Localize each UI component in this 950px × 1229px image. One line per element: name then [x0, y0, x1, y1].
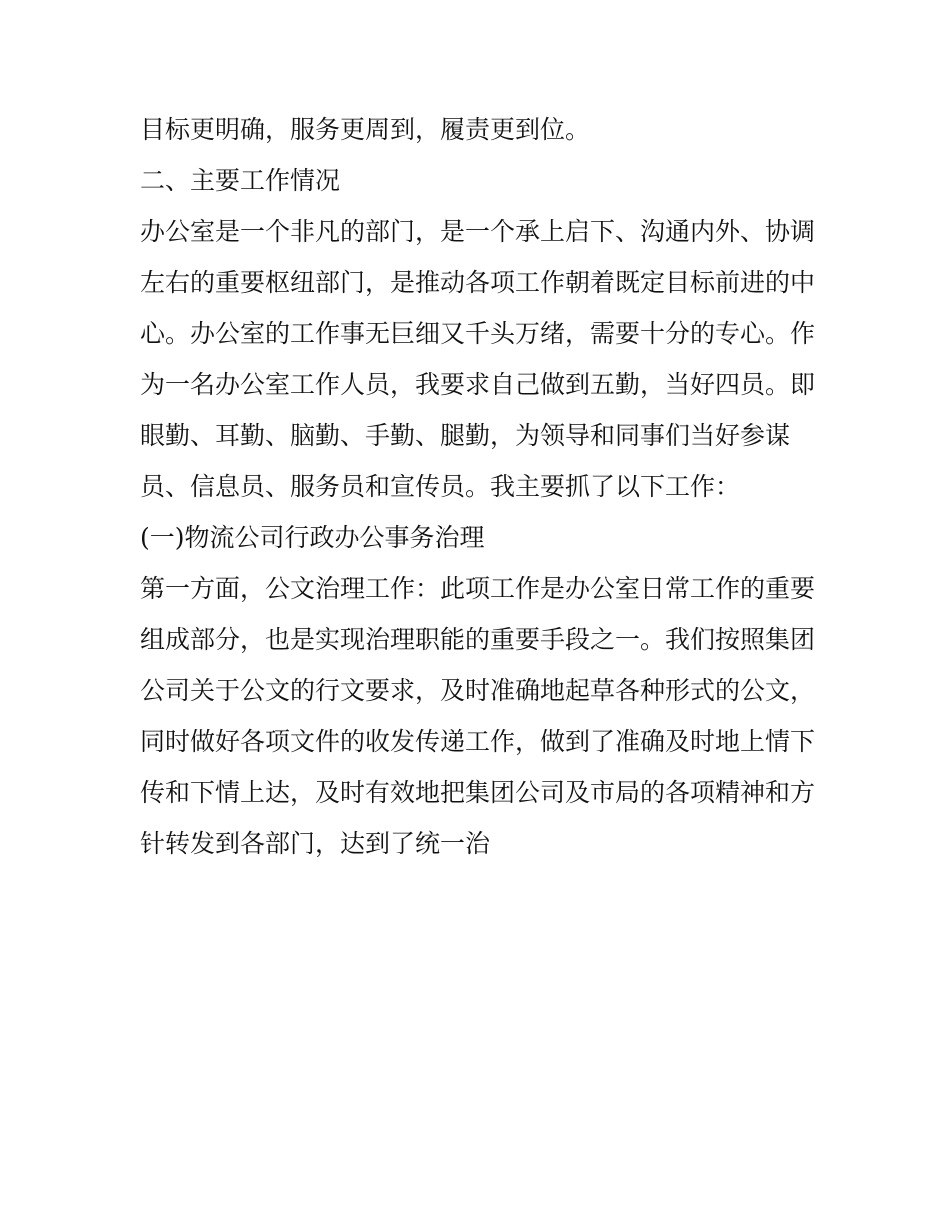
text-line: 公司关于公文的行文要求，及时准确地起草各种形式的公文，	[140, 676, 816, 705]
text-line: 针转发到各部门，达到了统一治	[140, 829, 491, 858]
text-line: 办公室是一个非凡的部门，是一个承上启下、沟通内外、协调	[140, 217, 816, 246]
text-line: 左右的重要枢纽部门，是推动各项工作朝着既定目标前进的中	[140, 268, 816, 297]
text-line: 眼勤、耳勤、脑勤、手勤、腿勤，为领导和同事们当好参谋	[140, 421, 791, 450]
text-line: 组成部分，也是实现治理职能的重要手段之一。我们按照集团	[140, 625, 816, 654]
body-text	[140, 104, 820, 869]
section-heading: 二、主要工作情况	[140, 166, 341, 195]
text-line: 为一名办公室工作人员，我要求自己做到五勤，当好四员。即	[140, 370, 816, 399]
text-line: 员、信息员、服务员和宣传员。我主要抓了以下工作：	[140, 472, 741, 501]
subsection-heading: (一)物流公司行政办公事务治理	[140, 523, 485, 552]
text-line: 目标更明确，服务更周到，履责更到位。	[140, 115, 591, 144]
text-line: 同时做好各项文件的收发传递工作，做到了准确及时地上情下	[140, 727, 816, 756]
text-line: 心。办公室的工作事无巨细又千头万绪，需要十分的专心。作	[140, 319, 816, 348]
text-line: 传和下情上达，及时有效地把集团公司及市局的各项精神和方	[140, 778, 816, 807]
text-line: 第一方面，公文治理工作：此项工作是办公室日常工作的重要	[140, 574, 816, 603]
